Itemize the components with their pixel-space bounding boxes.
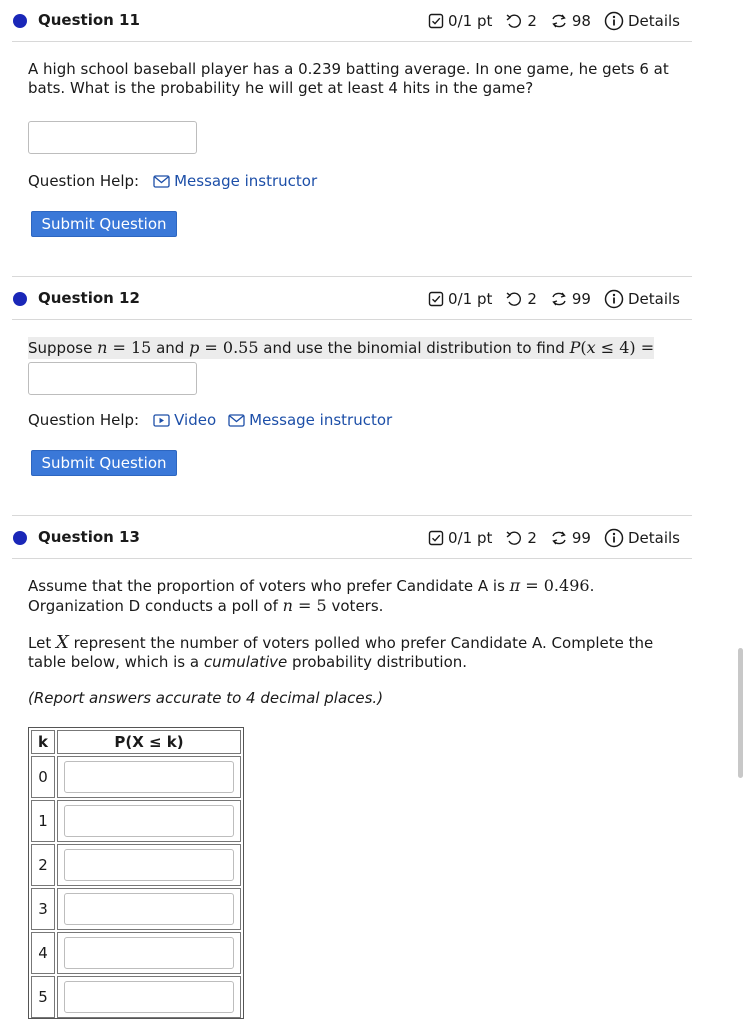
math-p: p [189, 338, 200, 357]
question-help-label: Question Help: [28, 411, 140, 429]
question-paragraph-2 [28, 633, 688, 672]
question-11-header [0, 0, 692, 42]
envelope-icon [228, 414, 245, 427]
attempts-icon [550, 13, 568, 29]
probability-cell [57, 844, 241, 886]
body-text: voters. [326, 597, 384, 615]
message-instructor-link[interactable] [228, 411, 392, 429]
question-meta [428, 11, 680, 31]
checkbox-icon [428, 13, 444, 29]
table-row [29, 974, 243, 1018]
question-12-header [0, 278, 692, 320]
divider [12, 41, 692, 42]
probability-cell [57, 976, 241, 1018]
body-text: probability distribution. [287, 653, 468, 671]
attempts-icon [550, 530, 568, 546]
retries-count: 2 [527, 529, 537, 547]
k-value: 3 [31, 888, 55, 930]
question-body [28, 338, 688, 358]
table-row [29, 886, 243, 930]
emphasis-cumulative: cumulative [203, 653, 288, 671]
probability-cell [57, 756, 241, 798]
table-row [29, 842, 243, 886]
body-text: Assume that the proportion of voters who prefer Candidate A is [28, 577, 510, 595]
envelope-icon [153, 175, 170, 188]
retry-icon [505, 13, 523, 29]
info-icon[interactable] [604, 289, 624, 309]
divider [12, 515, 692, 516]
probability-input[interactable] [64, 761, 234, 793]
retries-count: 2 [527, 12, 537, 30]
divider [12, 558, 692, 559]
table-row [29, 754, 243, 798]
attempts-count: 98 [571, 12, 591, 30]
answer-input[interactable] [28, 362, 197, 395]
math-n: n [282, 596, 293, 615]
status-dot-icon [13, 531, 27, 545]
question-title: Question 12 [38, 289, 140, 307]
k-value: 1 [31, 800, 55, 842]
k-value: 5 [31, 976, 55, 1018]
question-help [28, 411, 404, 429]
retry-icon [505, 530, 523, 546]
info-icon[interactable] [604, 11, 624, 31]
question-help [28, 172, 329, 190]
probability-input[interactable] [64, 981, 234, 1013]
retry-icon [505, 291, 523, 307]
math-p-value: = 0.55 [199, 338, 259, 357]
math-P: P [569, 338, 581, 357]
k-value: 4 [31, 932, 55, 974]
divider [12, 319, 692, 320]
checkbox-icon [428, 530, 444, 546]
checkbox-icon [428, 291, 444, 307]
question-13-header [0, 517, 692, 559]
body-text: represent the number of voters polled who prefer Candidate A. Complete the table below, which is a [28, 634, 654, 671]
probability-input[interactable] [64, 849, 234, 881]
math-n-value: = 5 [292, 596, 327, 615]
question-paragraph-1 [28, 576, 688, 616]
question-title: Question 13 [38, 528, 140, 546]
body-text: . Organization D conducts a poll of [28, 577, 595, 615]
attempts-icon [550, 291, 568, 307]
divider [12, 276, 692, 277]
k-value: 2 [31, 844, 55, 886]
cumulative-probability-table [28, 727, 244, 1019]
message-instructor-label: Message instructor [249, 411, 393, 429]
question-body-highlight [28, 337, 654, 359]
score-text: 0/1 pt [448, 529, 493, 547]
probability-input[interactable] [64, 805, 234, 837]
question-meta [428, 528, 680, 548]
submit-question-button[interactable]: Submit Question [31, 211, 177, 237]
video-link[interactable] [153, 411, 216, 429]
probability-input[interactable] [64, 937, 234, 969]
k-value: 0 [31, 756, 55, 798]
probability-cell [57, 932, 241, 974]
question-help-label: Question Help: [28, 172, 140, 190]
question-title: Question 11 [38, 11, 140, 29]
math-X: X [55, 632, 69, 653]
attempts-count: 99 [571, 529, 591, 547]
details-link[interactable]: Details [627, 290, 680, 308]
probability-input[interactable] [64, 893, 234, 925]
score-text: 0/1 pt [448, 12, 493, 30]
body-text: and use the binomial distribution to find [258, 339, 570, 357]
column-header-k: k [31, 730, 55, 754]
info-icon[interactable] [604, 528, 624, 548]
attempts-count: 99 [571, 290, 591, 308]
math-n-value: = 15 [107, 338, 152, 357]
answer-input[interactable] [28, 121, 197, 154]
details-link[interactable]: Details [627, 12, 680, 30]
math-inequality: ≤ 4) = [595, 338, 655, 357]
math-x: x [586, 338, 596, 357]
status-dot-icon [13, 292, 27, 306]
details-link[interactable]: Details [627, 529, 680, 547]
math-paren: ( [580, 338, 587, 357]
video-label: Video [174, 411, 217, 429]
retries-count: 2 [527, 290, 537, 308]
score-text: 0/1 pt [448, 290, 493, 308]
body-text: Let [28, 634, 56, 652]
scrollbar[interactable] [738, 648, 743, 778]
body-text: and [151, 339, 190, 357]
submit-question-button[interactable]: Submit Question [31, 450, 177, 476]
body-text: Suppose [28, 339, 98, 357]
probability-cell [57, 800, 241, 842]
math-pi-value: = 0.496 [520, 576, 590, 595]
table-row [29, 930, 243, 974]
math-pi: π [509, 576, 521, 595]
table-row [29, 798, 243, 842]
column-header-p: P(X ≤ k) [57, 730, 241, 754]
question-meta [428, 289, 680, 309]
table-header-row [29, 728, 243, 754]
message-instructor-link[interactable] [153, 172, 317, 190]
video-icon [153, 414, 170, 427]
question-body: A high school baseball player has a 0.239 batting average. In one game, he gets 6 at bats. What is the probability he will get at least 4 hits in the game? [28, 60, 669, 97]
message-instructor-label: Message instructor [174, 172, 318, 190]
status-dot-icon [13, 14, 27, 28]
math-n: n [97, 338, 108, 357]
report-note: (Report answers accurate to 4 decimal places.) [28, 689, 384, 707]
probability-cell [57, 888, 241, 930]
